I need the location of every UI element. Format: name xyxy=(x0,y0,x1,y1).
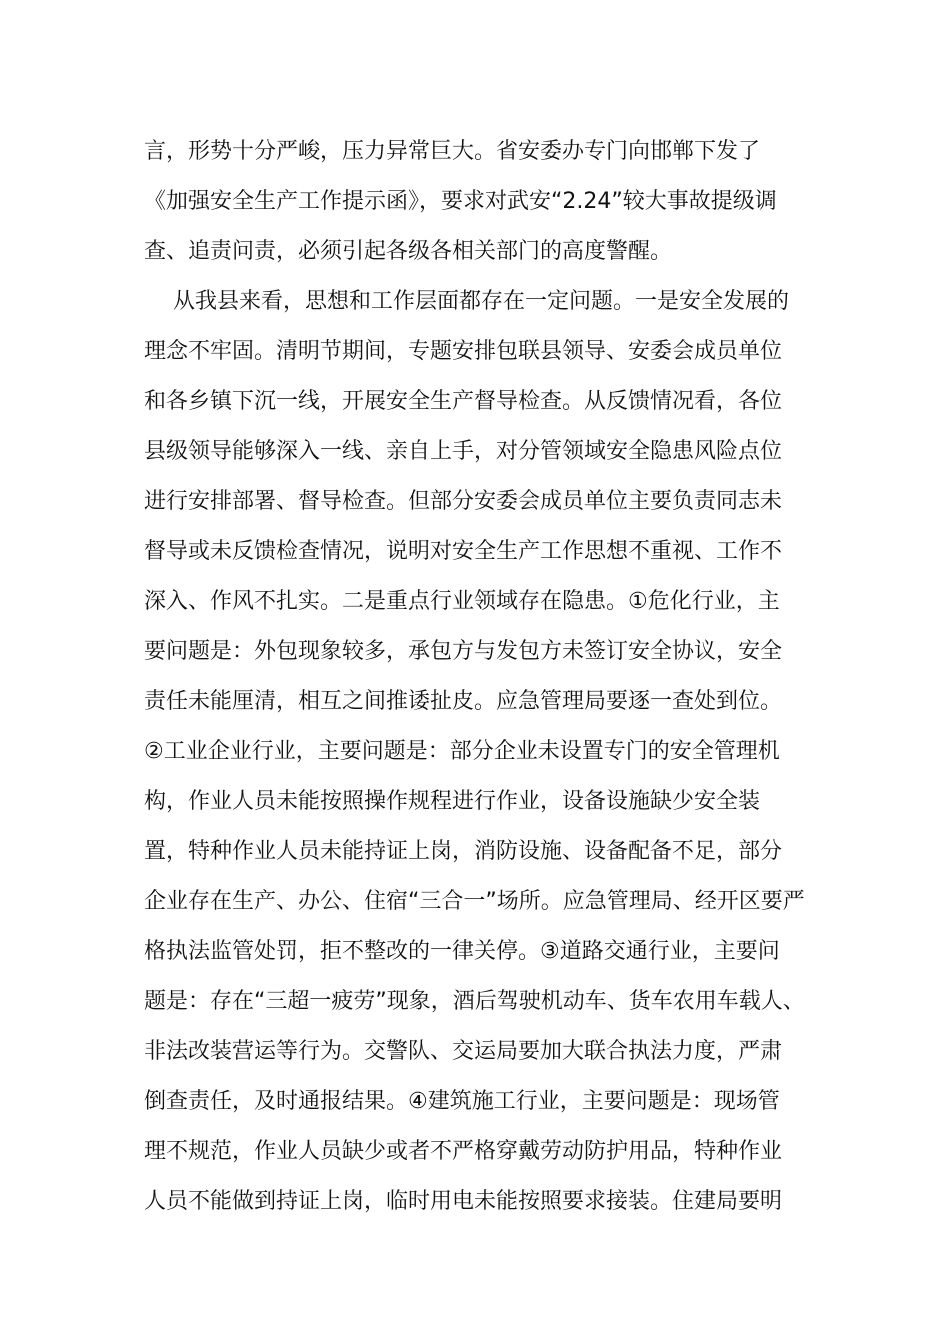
text-line-7: 县级领导能够深入一线、亲自上手，对分管领域安全隐患风险点位 xyxy=(144,439,783,464)
text-line-22: 人员不能做到持证上岗，临时用电未能按照要求接装。住建局要明 xyxy=(144,1189,783,1214)
text-line-17: 格执法监管处罚，拒不整改的一律关停。③道路交通行业，主要问 xyxy=(144,939,780,964)
text-line-6: 和各乡镇下沉一线，开展安全生产督导检查。从反馈情况看，各位 xyxy=(144,389,783,414)
text-line-11: 要问题是：外包现象较多，承包方与发包方未签订安全协议，安全 xyxy=(144,639,783,664)
text-line-3: 查、追责问责，必须引起各级各相关部门的高度警醒。 xyxy=(144,239,673,264)
text-line-18: 题是：存在“三超一疲劳”现象，酒后驾驶机动车、货车农用车载人、 xyxy=(144,989,805,1014)
text-line-5: 理念不牢固。清明节期间，专题安排包联县领导、安委会成员单位 xyxy=(144,339,783,364)
text-line-2: 《加强安全生产工作提示函》，要求对武安“2.24”较大事故提级调 xyxy=(144,189,777,214)
text-line-13: ②工业企业行业，主要问题是：部分企业未设置专门的安全管理机 xyxy=(144,739,780,764)
text-line-4: 从我县来看，思想和工作层面都存在一定问题。一是安全发展的 xyxy=(173,289,790,314)
text-line-14: 构，作业人员未能按照操作规程进行作业，设备设施缺少安全装 xyxy=(144,789,761,814)
text-line-10: 深入、作风不扎实。二是重点行业领域存在隐患。①危化行业，主 xyxy=(144,589,780,614)
text-line-19: 非法改装营运等行为。交警队、交运局要加大联合执法力度，严肃 xyxy=(144,1039,783,1064)
text-line-8: 进行安排部署、督导检查。但部分安委会成员单位主要负责同志未 xyxy=(144,489,783,514)
text-line-15: 置，特种作业人员未能持证上岗，消防设施、设备配备不足，部分 xyxy=(144,839,783,864)
body-text xyxy=(144,127,809,1227)
text-line-21: 理不规范，作业人员缺少或者不严格穿戴劳动防护用品，特种作业 xyxy=(144,1139,783,1164)
text-line-20: 倒查责任，及时通报结果。④建筑施工行业，主要问题是：现场管 xyxy=(144,1089,780,1114)
text-line-12: 责任未能厘清，相互之间推诿扯皮。应急管理局要逐一查处到位。 xyxy=(144,689,783,714)
text-line-9: 督导或未反馈检查情况，说明对安全生产工作思想不重视、工作不 xyxy=(144,539,783,564)
text-line-16: 企业存在生产、办公、住宿“三合一”场所。应急管理局、经开区要严 xyxy=(144,889,805,914)
text-line-1: 言，形势十分严峻，压力异常巨大。省安委办专门向邯郸下发了 xyxy=(144,139,761,164)
